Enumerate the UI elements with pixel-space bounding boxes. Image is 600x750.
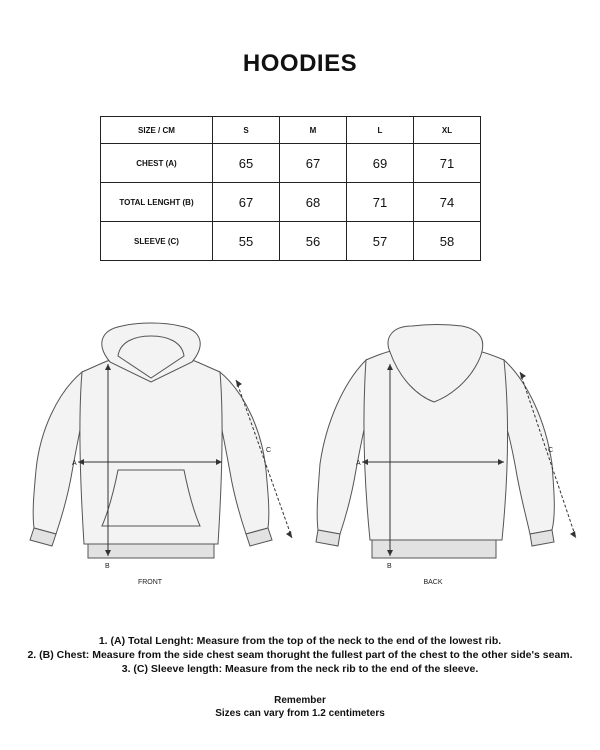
back-caption: BACK: [423, 579, 443, 586]
back-label-b: B: [387, 563, 392, 570]
back-label-c: C: [548, 447, 554, 454]
note-line-3: 3. (C) Sleeve length: Measure from the neck rib to the end of the sleeve.: [121, 663, 479, 675]
front-label-c: C: [266, 447, 272, 454]
table-header-row: [101, 117, 481, 144]
table-cell: 69: [347, 144, 414, 183]
back-hoodie-drawing: [316, 325, 554, 559]
row-label: TOTAL LENGHT (B): [101, 183, 213, 222]
back-waist-rib: [372, 540, 496, 558]
remember-heading: Remember: [274, 695, 326, 706]
measurement-notes: [0, 634, 600, 676]
table-cell: 57: [347, 222, 414, 261]
row-label: SLEEVE (C): [101, 222, 213, 261]
header-cell-l: L: [347, 117, 414, 144]
back-left-sleeve: [317, 360, 366, 534]
header-cell-xl: XL: [414, 117, 481, 144]
table-cell: 55: [213, 222, 280, 261]
table-cell: 71: [414, 144, 481, 183]
note-line-2: 2. (B) Chest: Measure from the side chest seam thorught the fullest part of the chest to the other side's seam.: [27, 649, 573, 661]
header-cell-s: S: [213, 117, 280, 144]
front-label-b: B: [105, 563, 110, 570]
back-label-a: A: [356, 460, 361, 467]
front-label-a: A: [72, 460, 77, 467]
remember-text: Sizes can vary from 1.2 centimeters: [215, 708, 385, 719]
remember-block: [0, 694, 600, 720]
header-cell-m: M: [280, 117, 347, 144]
table-row-sleeve: [101, 222, 481, 261]
table-cell: 68: [280, 183, 347, 222]
back-right-sleeve: [504, 360, 554, 534]
table-cell: 67: [280, 144, 347, 183]
table-row-length: [101, 183, 481, 222]
table-cell: 67: [213, 183, 280, 222]
table-cell: 71: [347, 183, 414, 222]
table-cell: 74: [414, 183, 481, 222]
header-cell-size: SIZE / CM: [101, 117, 213, 144]
front-hoodie-drawing: [30, 323, 272, 558]
table-row-chest: [101, 144, 481, 183]
note-line-1: 1. (A) Total Lenght: Measure from the top of the neck to the end of the lowest rib.: [98, 635, 502, 647]
size-table: [100, 116, 481, 261]
page-title: HOODIES: [242, 50, 358, 77]
table-cell: 56: [280, 222, 347, 261]
front-caption: FRONT: [137, 579, 163, 586]
front-left-sleeve: [33, 372, 82, 534]
table-cell: 65: [213, 144, 280, 183]
table-cell: 58: [414, 222, 481, 261]
hoodie-diagrams: [0, 320, 600, 600]
front-pocket: [102, 470, 200, 526]
row-label: CHEST (A): [101, 144, 213, 183]
